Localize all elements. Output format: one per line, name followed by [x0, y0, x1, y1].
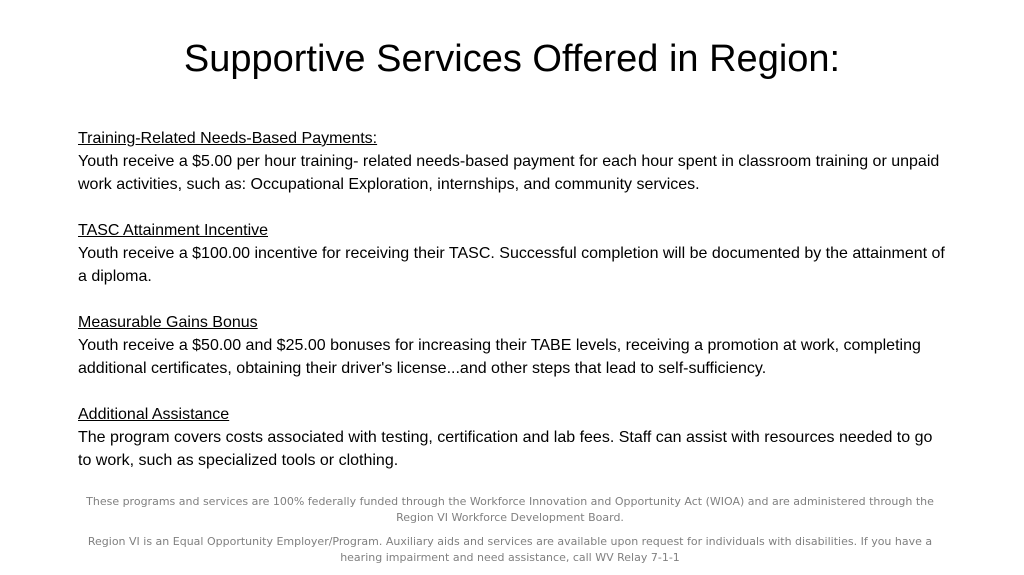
section-tasc-incentive: [78, 219, 950, 288]
section-heading: TASC Attainment Incentive: [78, 222, 269, 239]
footer-eeo-note: Region VI is an Equal Opportunity Employer/Program. Auxiliary aids and services are available upon request for individuals with disabilities. If you have a hearing impairment and need assistance, call WV Relay 7-1-1: [87, 535, 933, 564]
section-body: Youth receive a $5.00 per hour training- related needs-based payment for each hour spent in classroom training or unpaid work activities, such as: Occupational Exploration, internships, and community services.: [78, 153, 940, 193]
section-body: Youth receive a $100.00 incentive for receiving their TASC. Successful completion will be documented by the attainment of a diploma.: [78, 245, 945, 285]
section-measurable-gains: [78, 311, 950, 380]
section-body: The program covers costs associated with testing, certification and lab fees. Staff can assist with resources needed to go to work, such as specialized tools or clothing.: [78, 429, 933, 469]
section-heading: Additional Assistance: [78, 406, 230, 423]
footer-funding-note: These programs and services are 100% federally funded through the Workforce Innovation and Opportunity Act (WIOA) and are administered through the Region VI Workforce Development Board.: [86, 495, 934, 524]
section-additional-assistance: [78, 403, 950, 472]
slide-content: [78, 127, 950, 472]
section-heading: Measurable Gains Bonus: [78, 314, 258, 331]
slide-title: Supportive Services Offered in Region:: [183, 38, 841, 80]
section-training-payments: [78, 127, 950, 196]
section-heading: Training-Related Needs-Based Payments:: [78, 130, 378, 147]
section-body: Youth receive a $50.00 and $25.00 bonuses for increasing their TABE levels, receiving a promotion at work, completing additional certificates, obtaining their driver's license...and other steps that lead to self-sufficiency.: [78, 337, 921, 377]
